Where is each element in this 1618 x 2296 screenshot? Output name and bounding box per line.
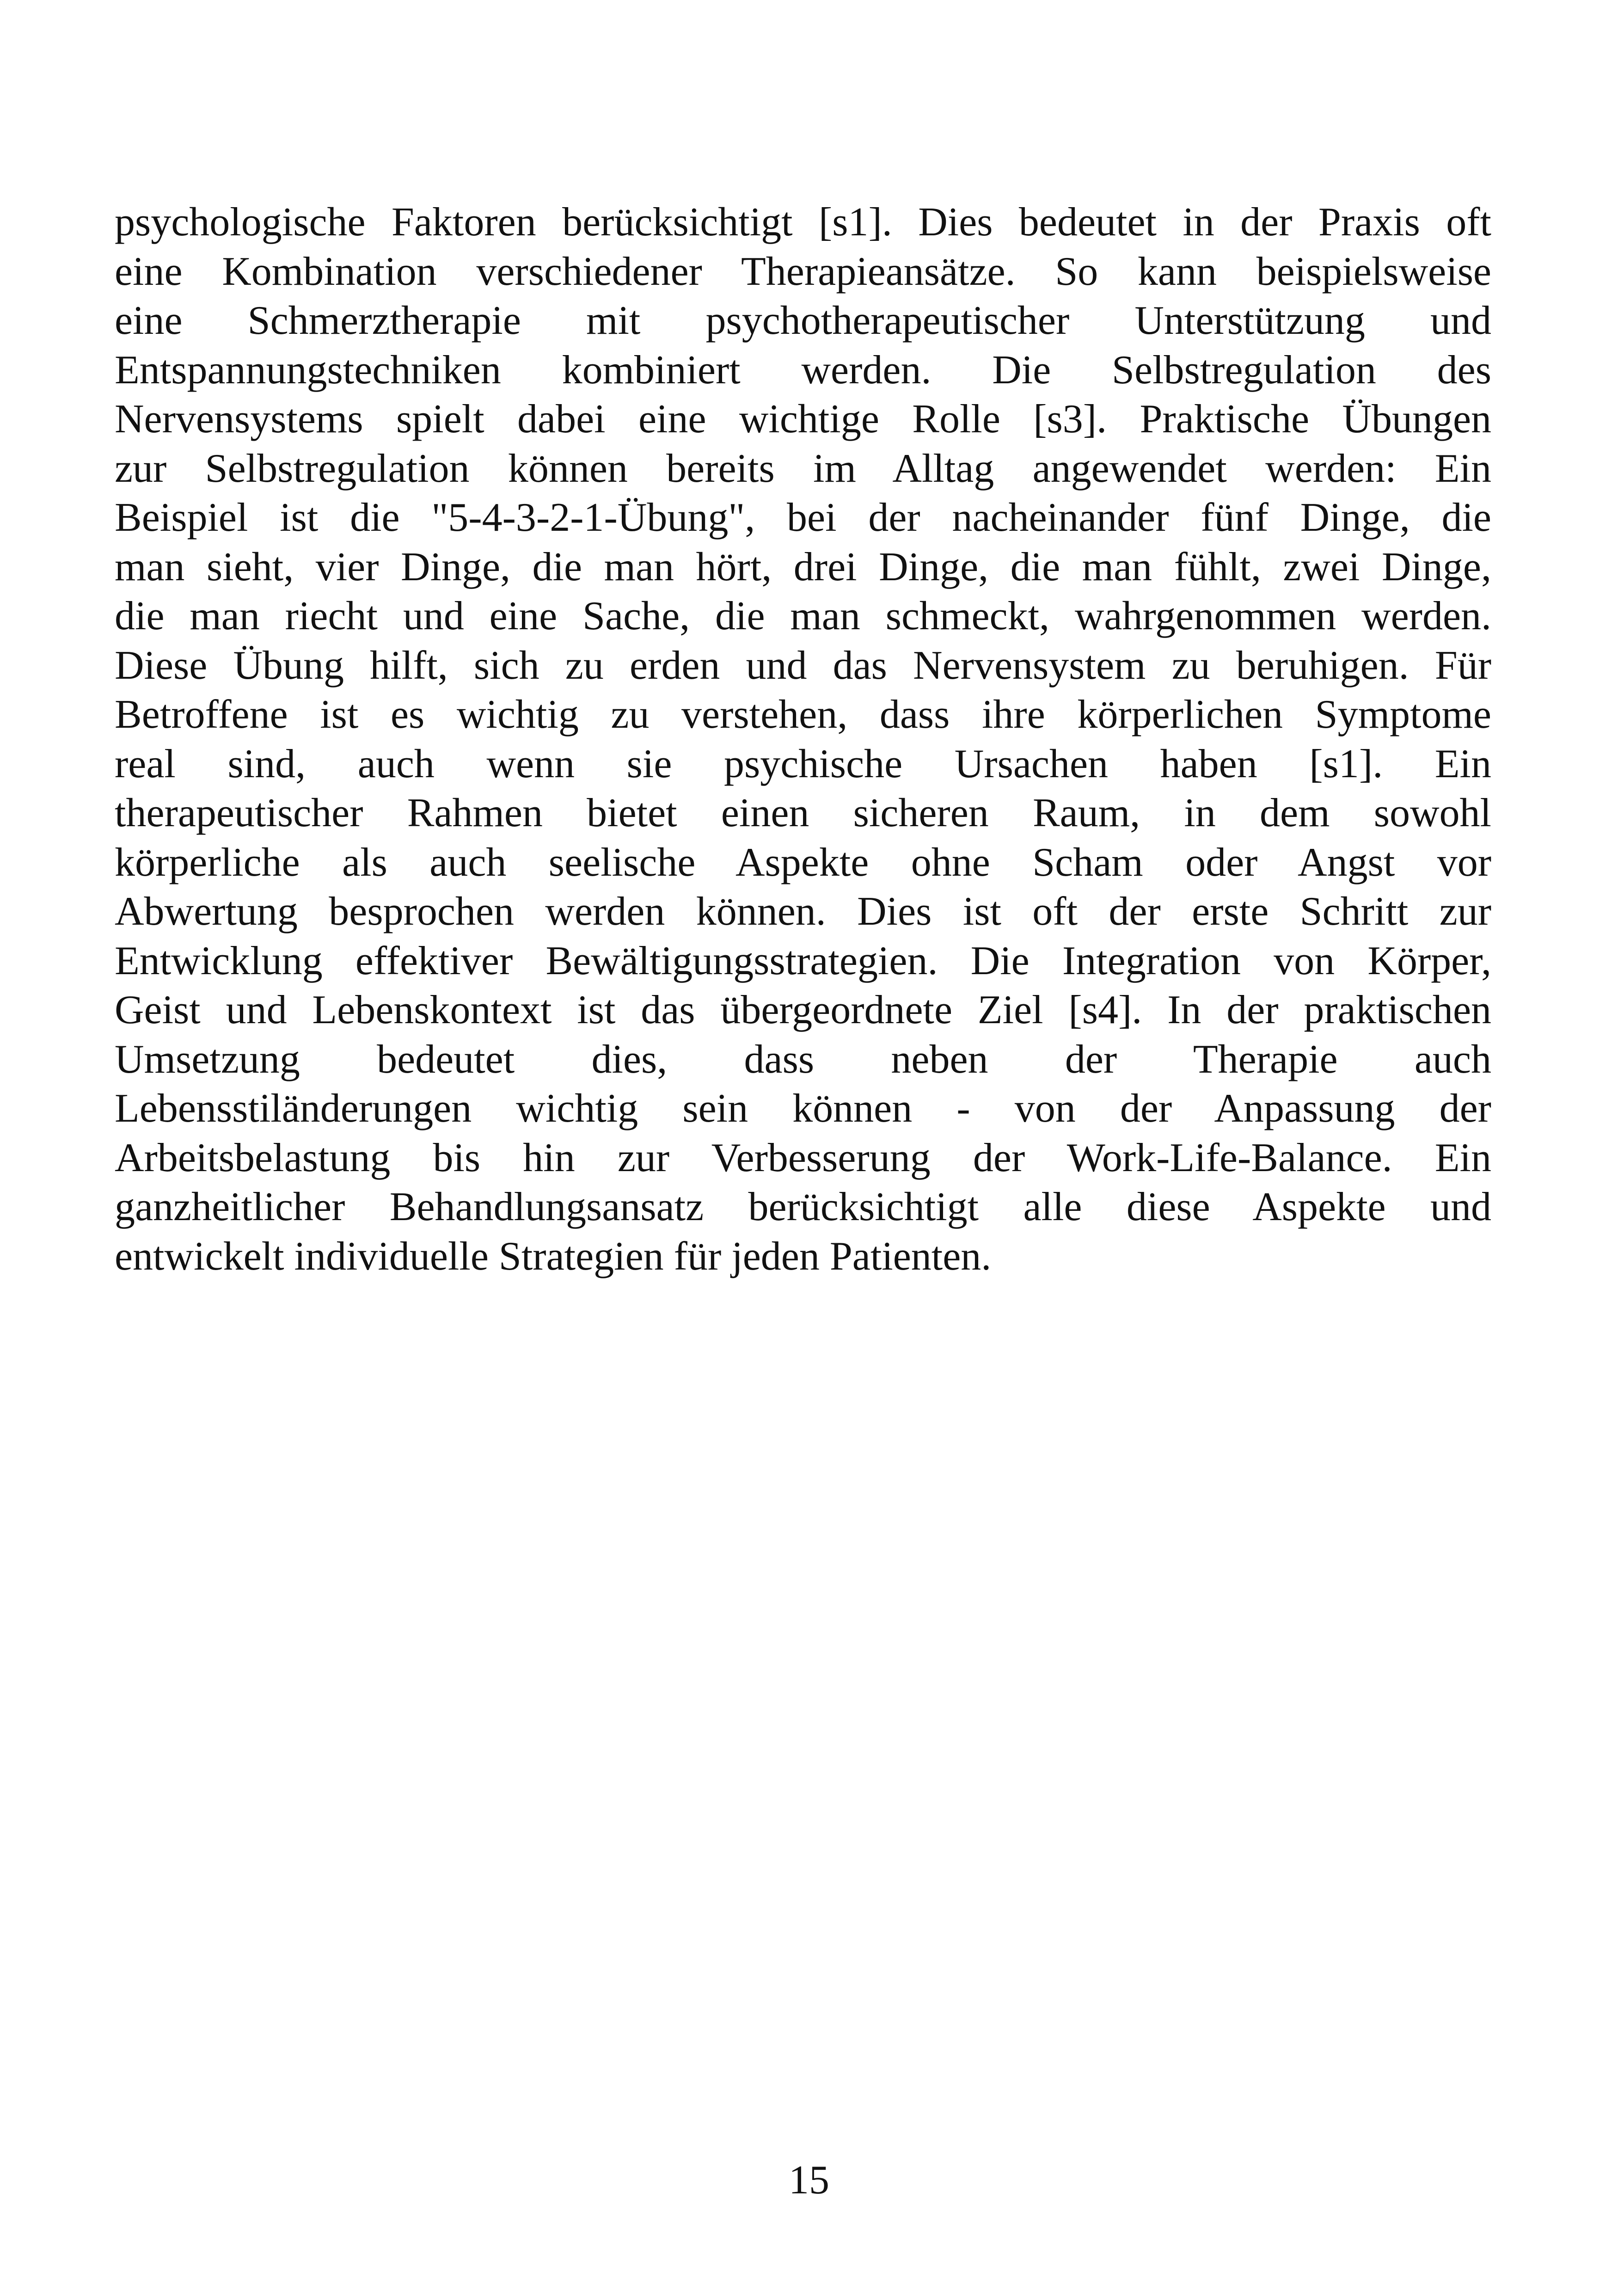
paragraph-line: Entspannungstechniken kombiniert werden. Die Selbstregulation des bbox=[115, 347, 1491, 393]
paragraph-line: die man riecht und eine Sache, die man schmeckt, wahrgenommen werden. bbox=[115, 594, 1491, 638]
paragraph-line: psychologische Faktoren berücksichtigt [s1]. Dies bedeutet in der Praxis oft bbox=[115, 200, 1491, 245]
paragraph-line: zur Selbstregulation können bereits im Alltag angewendet werden: Ein bbox=[115, 446, 1491, 491]
paragraph-line: entwickelt individuelle Strategien für jeden Patienten. bbox=[115, 1234, 992, 1279]
paragraph-line: eine Schmerztherapie mit psychotherapeutischer Unterstützung und bbox=[115, 298, 1491, 343]
paragraph-line: Umsetzung bedeutet dies, dass neben der Therapie auch bbox=[115, 1037, 1491, 1082]
paragraph-line: körperliche als auch seelische Aspekte ohne Scham oder Angst vor bbox=[115, 840, 1491, 885]
paragraph-line: ganzheitlicher Behandlungsansatz berücksichtigt alle diese Aspekte und bbox=[115, 1185, 1491, 1229]
paragraph-line: Diese Übung hilft, sich zu erden und das Nervensystem zu beruhigen. Für bbox=[115, 643, 1491, 688]
body-paragraph bbox=[115, 198, 1491, 1281]
paragraph-line: eine Kombination verschiedener Therapieansätze. So kann beispielsweise bbox=[115, 249, 1491, 294]
paragraph-line: Beispiel ist die "5-4-3-2-1-Übung", bei der nacheinander fünf Dinge, die bbox=[115, 495, 1491, 540]
paragraph-line: Betroffene ist es wichtig zu verstehen, dass ihre körperlichen Symptome bbox=[115, 692, 1491, 737]
paragraph-line: Nervensystems spielt dabei eine wichtige Rolle [s3]. Praktische Übungen bbox=[115, 397, 1491, 442]
paragraph-line: Geist und Lebenskontext ist das übergeordnete Ziel [s4]. In der praktischen bbox=[115, 988, 1491, 1032]
paragraph-line: man sieht, vier Dinge, die man hört, drei Dinge, die man fühlt, zwei Dinge, bbox=[115, 544, 1491, 589]
paragraph-line: Entwicklung effektiver Bewältigungsstrategien. Die Integration von Körper, bbox=[115, 938, 1491, 983]
paragraph-line: Arbeitsbelastung bis hin zur Verbesserung der Work-Life-Balance. Ein bbox=[115, 1135, 1491, 1180]
paragraph-line: Abwertung besprochen werden können. Dies ist oft der erste Schritt zur bbox=[115, 889, 1491, 934]
page-number: 15 bbox=[789, 2158, 829, 2203]
paragraph-line: therapeutischer Rahmen bietet einen sicheren Raum, in dem sowohl bbox=[115, 791, 1491, 835]
paragraph-line: Lebensstiländerungen wichtig sein können - von der Anpassung der bbox=[115, 1086, 1491, 1131]
paragraph-line: real sind, auch wenn sie psychische Ursachen haben [s1]. Ein bbox=[115, 741, 1491, 786]
